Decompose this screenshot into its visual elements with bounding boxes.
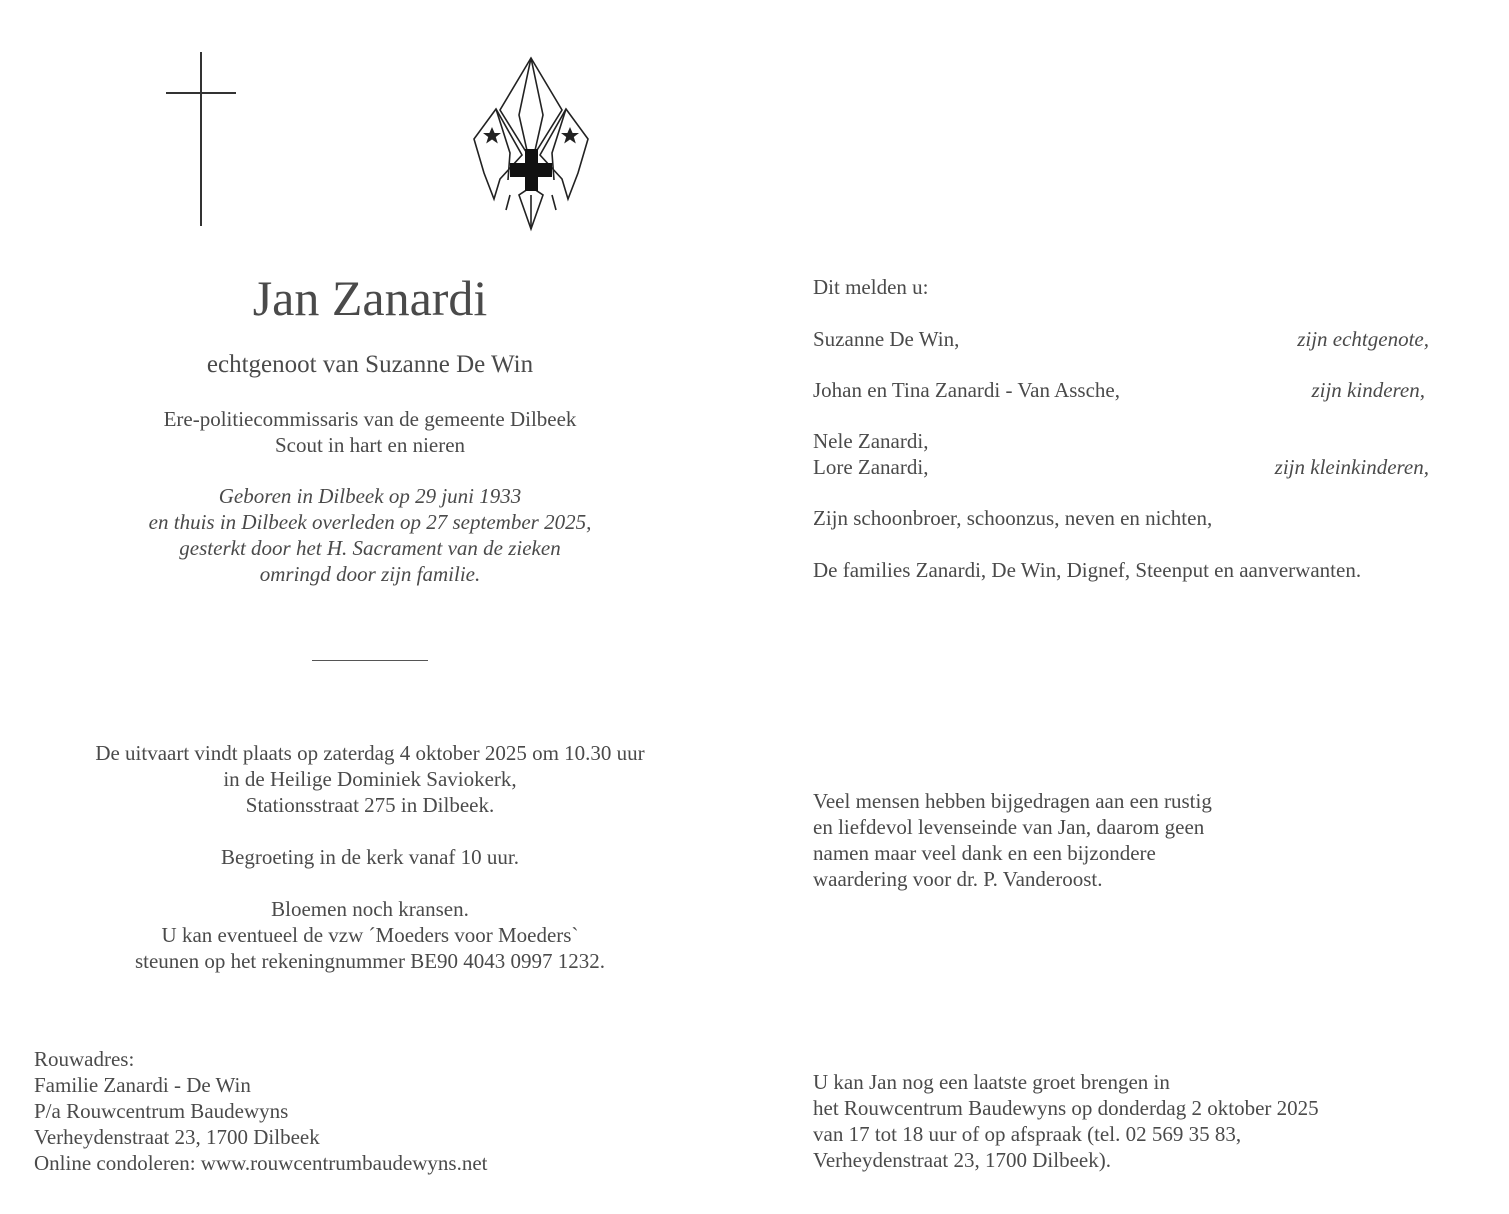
visitation-block <box>813 1069 1429 1173</box>
mourning-address-block <box>34 1046 488 1176</box>
address-line: Verheydenstraat 23, 1700 Dilbeek <box>34 1125 320 1149</box>
thanks-block <box>813 788 1429 892</box>
relative-names: Johan en Tina Zanardi - Van Assche, <box>813 378 1120 402</box>
relative-names: Suzanne De Win, <box>813 327 960 351</box>
relative-relation: zijn kinderen, <box>1311 378 1425 402</box>
relative-names: De families Zanardi, De Win, Dignef, Steenput en aanverwanten. <box>813 558 1362 582</box>
functions-block <box>0 406 740 458</box>
flowers-line: Bloemen noch kransen. <box>271 897 469 921</box>
function-line: Ere-politiecommissaris van de gemeente Dilbeek <box>163 407 577 431</box>
funeral-line: Stationsstraat 275 in Dilbeek. <box>245 793 495 817</box>
relative-row <box>813 326 1429 352</box>
condolence-link[interactable]: Online condoleren: www.rouwcentrumbaudewyns.net <box>34 1151 488 1175</box>
spouse-line: echtgenoot van Suzanne De Win <box>206 351 534 378</box>
divider-line <box>312 660 428 661</box>
birth-death-block <box>0 483 740 587</box>
relative-names: Lore Zanardi, <box>813 455 929 479</box>
flowers-line: U kan eventueel de vzw ´Moeders voor Moeders` <box>161 923 579 947</box>
relative-names: Nele Zanardi, <box>813 429 929 453</box>
address-heading: Rouwadres: <box>34 1047 135 1071</box>
cross-icon <box>166 52 236 226</box>
greeting-line: Begroeting in de kerk vanaf 10 uur. <box>221 845 519 869</box>
funeral-block <box>0 740 740 974</box>
birth-death-line: omringd door zijn familie. <box>259 562 481 586</box>
address-line: Familie Zanardi - De Win <box>34 1073 251 1097</box>
birth-death-line: gesterkt door het H. Sacrament van de zieken <box>179 536 561 560</box>
visit-line: U kan Jan nog een laatste groet brengen in <box>813 1070 1170 1094</box>
thanks-line: Veel mensen hebben bijgedragen aan een rustig <box>813 789 1212 813</box>
birth-death-line: Geboren in Dilbeek op 29 juni 1933 <box>218 484 522 508</box>
visit-line: Verheydenstraat 23, 1700 Dilbeek). <box>813 1148 1111 1172</box>
deceased-name: Jan Zanardi <box>252 270 488 326</box>
thanks-line: namen maar veel dank en een bijzondere <box>813 841 1156 865</box>
visit-line: van 17 tot 18 uur of op afspraak (tel. 02 569 35 83, <box>813 1122 1242 1146</box>
birth-death-line: en thuis in Dilbeek overleden op 27 september 2025, <box>148 510 592 534</box>
thanks-line: waardering voor dr. P. Vanderoost. <box>813 867 1103 891</box>
relative-row <box>813 557 1429 583</box>
funeral-line: in de Heilige Dominiek Saviokerk, <box>223 767 517 791</box>
scout-fleur-de-lis-icon <box>470 55 592 233</box>
address-line: P/a Rouwcentrum Baudewyns <box>34 1099 289 1123</box>
announcement-intro: Dit melden u: <box>813 275 929 299</box>
relative-names: Zijn schoonbroer, schoonzus, neven en nichten, <box>813 506 1213 530</box>
relative-relation: zijn echtgenote, <box>1297 327 1429 351</box>
visit-line: het Rouwcentrum Baudewyns op donderdag 2 oktober 2025 <box>813 1096 1319 1120</box>
relative-row <box>813 377 1425 403</box>
function-line: Scout in hart en nieren <box>274 433 466 457</box>
relative-row <box>813 505 1429 531</box>
relative-relation: zijn kleinkinderen, <box>1274 455 1429 479</box>
funeral-line: De uitvaart vindt plaats op zaterdag 4 oktober 2025 om 10.30 uur <box>95 741 645 765</box>
relative-row <box>813 428 1429 454</box>
thanks-line: en liefdevol levenseinde van Jan, daarom geen <box>813 815 1205 839</box>
flowers-line: steunen op het rekeningnummer BE90 4043 0997 1232. <box>134 949 606 973</box>
relative-row <box>813 454 1429 480</box>
